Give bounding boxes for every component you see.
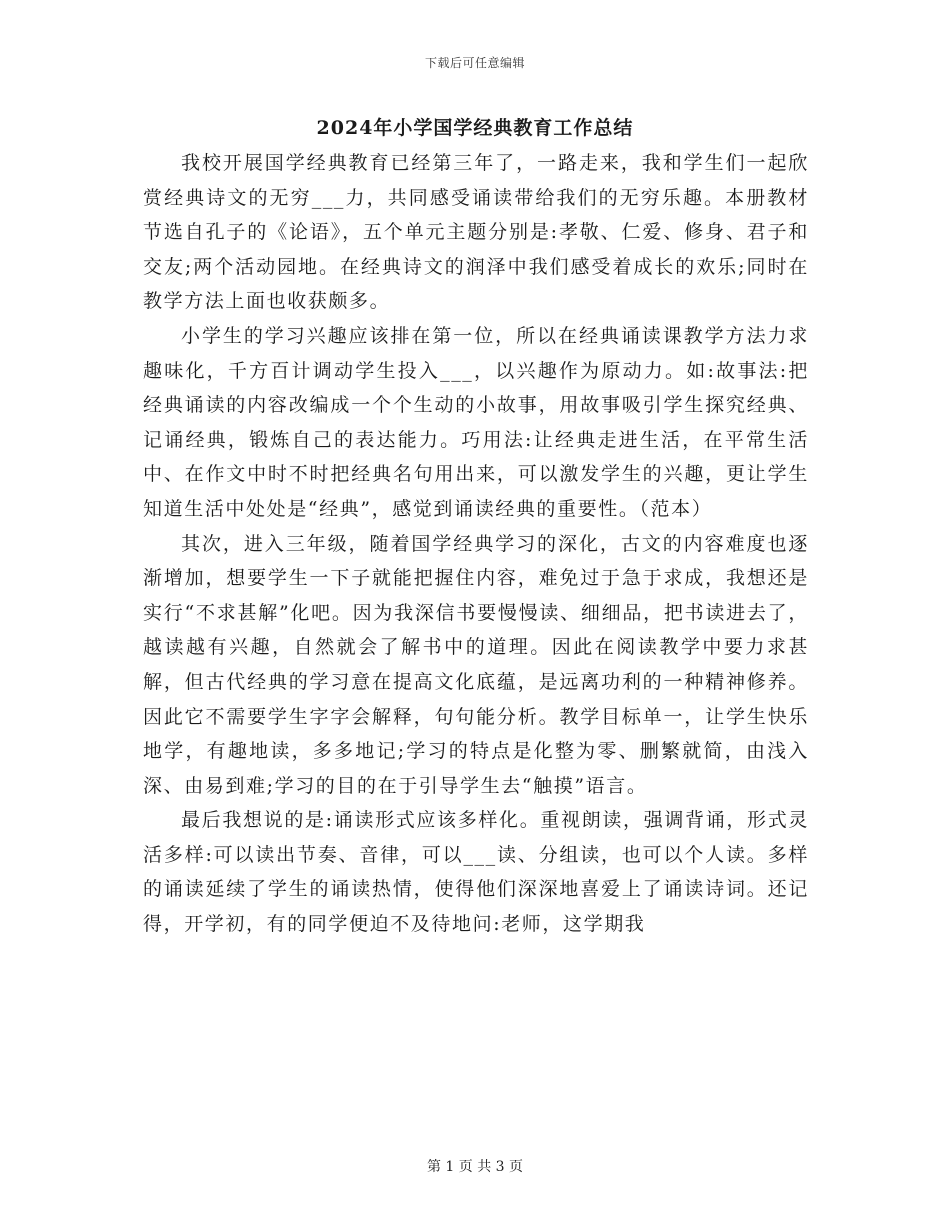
- page-number: 第 1 页 共 3 页: [426, 1159, 524, 1175]
- document-title: 2024年小学国学经典教育工作总结: [316, 117, 634, 139]
- document-body: [143, 146, 809, 942]
- header-note: 下载后可任意编辑: [424, 56, 525, 70]
- paragraph: 我校开展国学经典教育已经第三年了，一路走来，我和学生们一起欣赏经典诗文的无穷___力，共同感受诵读带给我们的无穷乐趣。本册教材节选自孔子的《论语》，五个单元主题分别是:孝敬、仁爱、修身、君子和交友;两个活动园地。在经典诗文的润泽中我们感受着成长的欢乐;同时在教学方法上面也收获颇多。: [143, 152, 809, 313]
- paragraph: 小学生的学习兴趣应该排在第一位，所以在经典诵读课教学方法力求趣味化，千方百计调动学生投入___，以兴趣作为原动力。如:故事法:把经典诵读的内容改编成一个个生动的小故事，用故事吸引学生探究经典、记诵经典，锻炼自己的表达能力。巧用法:让经典走进生活，在平常生活中、在作文中时不时把经典名句用出来，可以激发学生的兴趣，更让学生知道生活中处处是“经典”，感觉到诵读经典的重要性。（范本）: [143, 324, 809, 520]
- paragraph: 其次，进入三年级，随着国学经典学习的深化，古文的内容难度也逐渐增加，想要学生一下子就能把握住内容，难免过于急于求成，我想还是实行“不求甚解”化吧。因为我深信书要慢慢读、细细品，把书读进去了，越读越有兴趣，自然就会了解书中的道理。因此在阅读教学中要力求甚解，但古代经典的学习意在提高文化底蕴，是远离功利的一种精神修养。因此它不需要学生字字会解释，句句能分析。教学目标单一，让学生快乐地学，有趣地读，多多地记;学习的特点是化整为零、删繁就简，由浅入深、由易到难;学习的目的在于引导学生去“触摸”语言。: [143, 532, 809, 797]
- paragraph: 最后我想说的是:诵读形式应该多样化。重视朗读，强调背诵，形式灵活多样:可以读出节奏、音律，可以___读、分组读，也可以个人读。多样的诵读延续了学生的诵读热情，使得他们深深地喜爱上了诵读诗词。还记得，开学初，有的同学便迫不及待地问:老师，这学期我: [143, 809, 809, 936]
